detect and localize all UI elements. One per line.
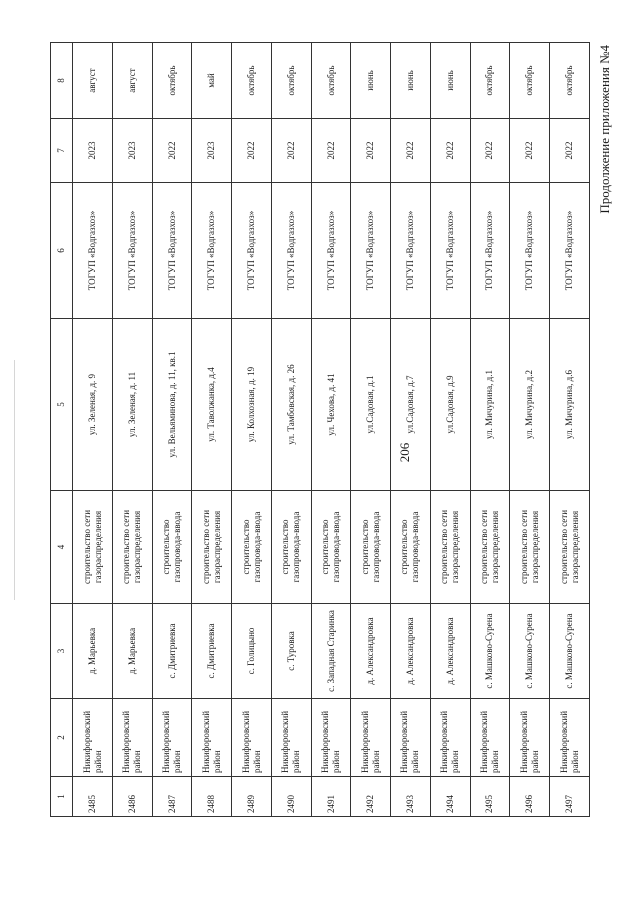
table-row xyxy=(152,43,192,817)
year-cell: 2022 xyxy=(430,119,470,183)
address-cell: ул.Садовая, д.7 xyxy=(391,319,431,491)
organization-cell: ТОГУП «Водгазхоз» xyxy=(232,183,272,319)
address-cell: ул. Вельяминова, д. 11, кв.1 xyxy=(152,319,192,491)
district-cell: Никифоровский район xyxy=(152,699,192,777)
table-row xyxy=(351,43,391,817)
address-cell: ул. Зеленая, д. 9 xyxy=(73,319,113,491)
organization-cell: ТОГУП «Водгазхоз» xyxy=(391,183,431,319)
year-cell: 2022 xyxy=(391,119,431,183)
locality-cell: д. Марьевка xyxy=(73,604,113,699)
table-row xyxy=(73,43,113,817)
work-type-cell: строительство сети газораспределения xyxy=(192,491,232,604)
work-type-cell: строительство газопровода-ввода xyxy=(311,491,351,604)
address-cell: ул. Таволжанка, д.4 xyxy=(192,319,232,491)
address-cell: ул. Зеленая, д. 11 xyxy=(112,319,152,491)
year-cell: 2022 xyxy=(152,119,192,183)
row-number-cell: 2487 xyxy=(152,777,192,817)
column-header: 3 xyxy=(51,604,73,699)
page-number: 206 xyxy=(397,442,412,463)
organization-cell: ТОГУП «Водгазхоз» xyxy=(550,183,590,319)
table-row xyxy=(192,43,232,817)
month-cell: май xyxy=(192,43,232,119)
gasification-table xyxy=(50,42,590,817)
year-cell: 2022 xyxy=(271,119,311,183)
district-cell: Никифоровский район xyxy=(550,699,590,777)
district-cell: Никифоровский район xyxy=(73,699,113,777)
year-cell: 2022 xyxy=(510,119,550,183)
district-cell: Никифоровский район xyxy=(232,699,272,777)
column-header: 2 xyxy=(51,699,73,777)
year-cell: 2022 xyxy=(311,119,351,183)
year-cell: 2022 xyxy=(470,119,510,183)
month-cell: июнь xyxy=(351,43,391,119)
address-cell: ул.Садовая, д.9 xyxy=(430,319,470,491)
table-row xyxy=(271,43,311,817)
district-cell: Никифоровский район xyxy=(311,699,351,777)
address-cell: ул. Колхозная, д. 19 xyxy=(232,319,272,491)
table-row xyxy=(430,43,470,817)
district-cell: Никифоровский район xyxy=(271,699,311,777)
locality-cell: с. Дмитриевка xyxy=(192,604,232,699)
organization-cell: ТОГУП «Водгазхоз» xyxy=(73,183,113,319)
table-row xyxy=(232,43,272,817)
month-cell: октябрь xyxy=(271,43,311,119)
month-cell: август xyxy=(112,43,152,119)
district-cell: Никифоровский район xyxy=(391,699,431,777)
row-number-cell: 2486 xyxy=(112,777,152,817)
address-cell: ул.Садовая, д.1 xyxy=(351,319,391,491)
address-cell: ул. Чехова, д. 41 xyxy=(311,319,351,491)
work-type-cell: строительство сети газораспределения xyxy=(470,491,510,604)
organization-cell: ТОГУП «Водгазхоз» xyxy=(112,183,152,319)
district-cell: Никифоровский район xyxy=(510,699,550,777)
work-type-cell: строительство газопровода-ввода xyxy=(232,491,272,604)
locality-cell: д. Александровка xyxy=(351,604,391,699)
row-number-cell: 2497 xyxy=(550,777,590,817)
organization-cell: ТОГУП «Водгазхоз» xyxy=(470,183,510,319)
month-cell: октябрь xyxy=(470,43,510,119)
row-number-cell: 2492 xyxy=(351,777,391,817)
work-type-cell: строительство сети газораспределения xyxy=(73,491,113,604)
year-cell: 2023 xyxy=(112,119,152,183)
locality-cell: с. Голицыно xyxy=(232,604,272,699)
month-cell: июнь xyxy=(430,43,470,119)
header-row xyxy=(51,43,73,817)
district-cell: Никифоровский район xyxy=(470,699,510,777)
locality-cell: с. Дмитриевка xyxy=(152,604,192,699)
column-header: 8 xyxy=(51,43,73,119)
work-type-cell: строительство сети газораспределения xyxy=(510,491,550,604)
table-row xyxy=(311,43,351,817)
address-cell: ул. Мичурина, д.6 xyxy=(550,319,590,491)
address-cell: ул. Мичурина, д.2 xyxy=(510,319,550,491)
row-number-cell: 2496 xyxy=(510,777,550,817)
column-header: 7 xyxy=(51,119,73,183)
locality-cell: с. Машково-Сурена xyxy=(470,604,510,699)
year-cell: 2022 xyxy=(550,119,590,183)
row-number-cell: 2485 xyxy=(73,777,113,817)
locality-cell: с. Машково-Сурена xyxy=(510,604,550,699)
organization-cell: ТОГУП «Водгазхоз» xyxy=(311,183,351,319)
organization-cell: ТОГУП «Водгазхоз» xyxy=(271,183,311,319)
work-type-cell: строительство газопровода-ввода xyxy=(152,491,192,604)
month-cell: октябрь xyxy=(152,43,192,119)
month-cell: октябрь xyxy=(510,43,550,119)
row-number-cell: 2493 xyxy=(391,777,431,817)
work-type-cell: строительство газопровода-ввода xyxy=(351,491,391,604)
table-row xyxy=(391,43,431,817)
row-number-cell: 2491 xyxy=(311,777,351,817)
month-cell: октябрь xyxy=(311,43,351,119)
district-cell: Никифоровский район xyxy=(112,699,152,777)
row-number-cell: 2488 xyxy=(192,777,232,817)
table-row xyxy=(510,43,550,817)
organization-cell: ТОГУП «Водгазхоз» xyxy=(430,183,470,319)
column-header: 4 xyxy=(51,491,73,604)
organization-cell: ТОГУП «Водгазхоз» xyxy=(510,183,550,319)
locality-cell: с. Туровка xyxy=(271,604,311,699)
work-type-cell: строительство газопровода-ввода xyxy=(271,491,311,604)
district-cell: Никифоровский район xyxy=(351,699,391,777)
organization-cell: ТОГУП «Водгазхоз» xyxy=(351,183,391,319)
table-row xyxy=(112,43,152,817)
work-type-cell: строительство газопровода-ввода xyxy=(391,491,431,604)
month-cell: октябрь xyxy=(232,43,272,119)
year-cell: 2023 xyxy=(73,119,113,183)
column-header: 5 xyxy=(51,319,73,491)
month-cell: октябрь xyxy=(550,43,590,119)
locality-cell: с. Западная Старинка xyxy=(311,604,351,699)
column-header: 6 xyxy=(51,183,73,319)
locality-cell: д. Марьевка xyxy=(112,604,152,699)
column-header: 1 xyxy=(51,777,73,817)
work-type-cell: строительство сети газораспределения xyxy=(430,491,470,604)
locality-cell: д. Александровка xyxy=(430,604,470,699)
year-cell: 2022 xyxy=(351,119,391,183)
year-cell: 2023 xyxy=(192,119,232,183)
month-cell: июнь xyxy=(391,43,431,119)
address-cell: ул. Тамбовская, д. 26 xyxy=(271,319,311,491)
organization-cell: ТОГУП «Водгазхоз» xyxy=(192,183,232,319)
row-number-cell: 2495 xyxy=(470,777,510,817)
table-row xyxy=(550,43,590,817)
appendix-caption: Продолжение приложения №4 xyxy=(597,45,612,214)
address-cell: ул. Мичурина, д.1 xyxy=(470,319,510,491)
row-number-cell: 2494 xyxy=(430,777,470,817)
district-cell: Никифоровский район xyxy=(192,699,232,777)
organization-cell: ТОГУП «Водгазхоз» xyxy=(152,183,192,319)
district-cell: Никифоровский район xyxy=(430,699,470,777)
year-cell: 2022 xyxy=(232,119,272,183)
locality-cell: д. Александровка xyxy=(391,604,431,699)
work-type-cell: строительство сети газораспределения xyxy=(550,491,590,604)
row-number-cell: 2490 xyxy=(271,777,311,817)
table-row xyxy=(470,43,510,817)
locality-cell: с. Машково-Сурена xyxy=(550,604,590,699)
work-type-cell: строительство сети газораспределения xyxy=(112,491,152,604)
row-number-cell: 2489 xyxy=(232,777,272,817)
month-cell: август xyxy=(73,43,113,119)
